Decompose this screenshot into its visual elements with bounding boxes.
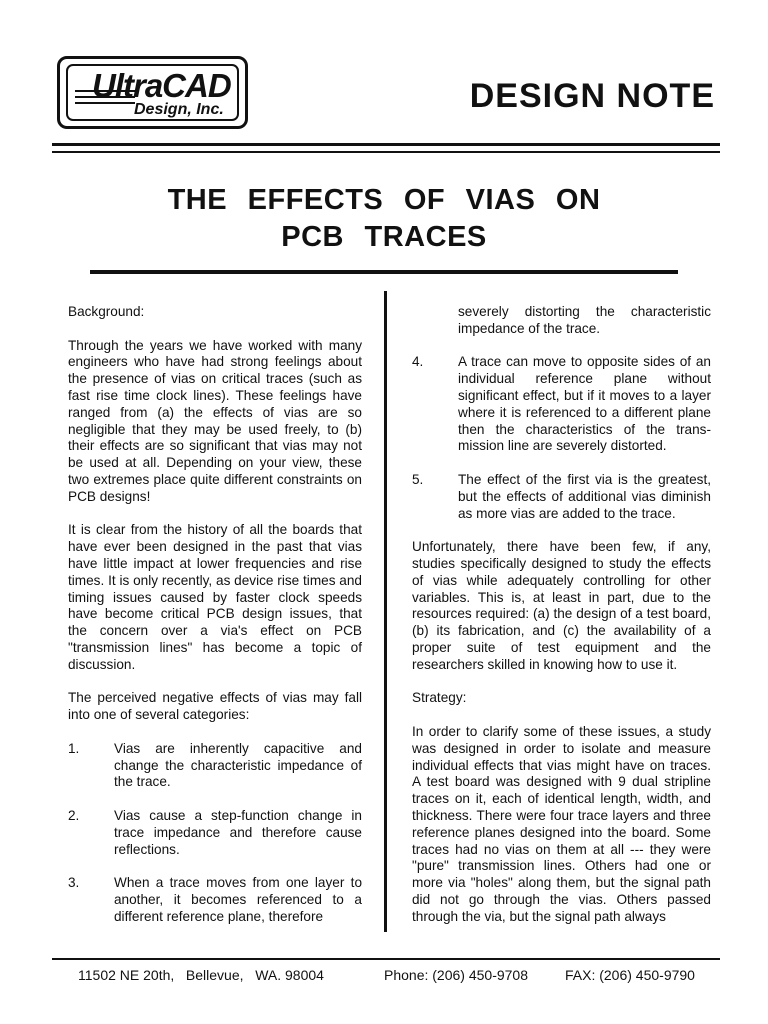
list-number: 3.: [68, 875, 80, 891]
header-rule-thick: [52, 143, 720, 146]
logo-name: UltraCAD: [92, 67, 231, 104]
list-text: A trace can move to opposite sides of an individual reference plane without significant effect, but if it moves to a layer where it is referenced to a different plane then the characteristics of the trans-mission line are severely distorted.: [458, 354, 711, 454]
list-item-continuation: severely distorting the characteristic impedance of the trace.: [458, 304, 711, 336]
logo-subtitle: Design, Inc.: [134, 101, 224, 118]
list-item: [68, 741, 362, 791]
paragraph: The perceived negative effects of vias may fall into one of several categories:: [68, 690, 362, 723]
list-number: 2.: [68, 807, 80, 823]
title-line-2: PCB TRACES: [281, 221, 487, 253]
section-heading-strategy: Strategy:: [412, 690, 467, 706]
list-number: 1.: [68, 740, 80, 756]
list-text: The effect of the first via is the greatest, but the effects of additional vias diminish as more vias are added to the trace.: [458, 471, 711, 521]
title-rule: [90, 270, 678, 274]
list-text: When a trace moves from one layer to another, it becomes referenced to a different reference plane, therefore: [114, 875, 362, 924]
title-line-1: THE EFFECTS OF VIAS ON: [167, 184, 601, 216]
list-item: [68, 875, 362, 925]
section-heading-background: Background:: [68, 304, 145, 319]
paragraph: Through the years we have worked with many engineers who have had strong feelings about the presence of vias on critical traces (such as fast rise time clock lines). These feelings have ranged from (a) the effects of vias are so negligible that they may be used freely, to (b) their effects are so significant that vias may not be used at all. Depending on your view, these two extremes place quite different constraints on PCB designs!: [68, 337, 362, 504]
list-number: 5.: [412, 471, 424, 487]
list-item: [68, 808, 362, 858]
footer-phone: Phone: (206) 450-9708: [384, 967, 528, 983]
left-column: [68, 304, 362, 942]
header-rule-thin: [52, 151, 720, 153]
column-divider: [384, 291, 387, 932]
paragraph: In order to clarify some of these issues, a study was designed in order to isolate and measure individual effects that vias might have on traces. A test board was designed with 9 dual stripline traces on it, each of identical length, width, and thickness. There were four trace layers and three reference planes designed into the board. Some traces had no vias on them at all --- they were "pure" transmission lines. Others had one or more via "holes" along them, but the signal path did not go through the vias. Others passed through the via, but the signal path always: [412, 723, 711, 924]
list-text: Vias are inherently capacitive and change the characteristic impedance of the trace.: [114, 740, 362, 790]
page-title: [60, 182, 708, 256]
list-number: 4.: [412, 354, 424, 370]
right-column: [412, 304, 711, 942]
paragraph: It is clear from the history of all the boards that have ever been designed in the past that vias have little impact at lower frequencies and rise times. It is only recently, as device rise times and timing issues caused by faster clock speeds have become critical PCB design issues, that the concern over a via's effect on PCB "transmission lines" has become a topic of discussion.: [68, 522, 362, 672]
footer-fax: FAX: (206) 450-9790: [565, 967, 695, 983]
list-text: Vias cause a step-function change in trace impedance and therefore cause reflections.: [114, 807, 362, 857]
footer-address: 11502 NE 20th, Bellevue, WA. 98004: [78, 967, 324, 983]
paragraph: Unfortunately, there have been few, if any, studies specifically designed to study the effects of vias while adequately controlling for other variables. This is, at least in part, due to the resources required: (a) the design of a test board, (b) its fabrication, and (c) the availability of a proper suite of test equipment and the researchers skilled in knowing how to use it.: [412, 539, 711, 672]
logo-frame: [66, 64, 239, 121]
ultracad-logo: [57, 56, 248, 129]
list-item: [412, 472, 711, 522]
list-item: [412, 354, 711, 455]
footer-rule: [52, 958, 720, 960]
doc-type-heading: DESIGN NOTE: [469, 77, 715, 115]
